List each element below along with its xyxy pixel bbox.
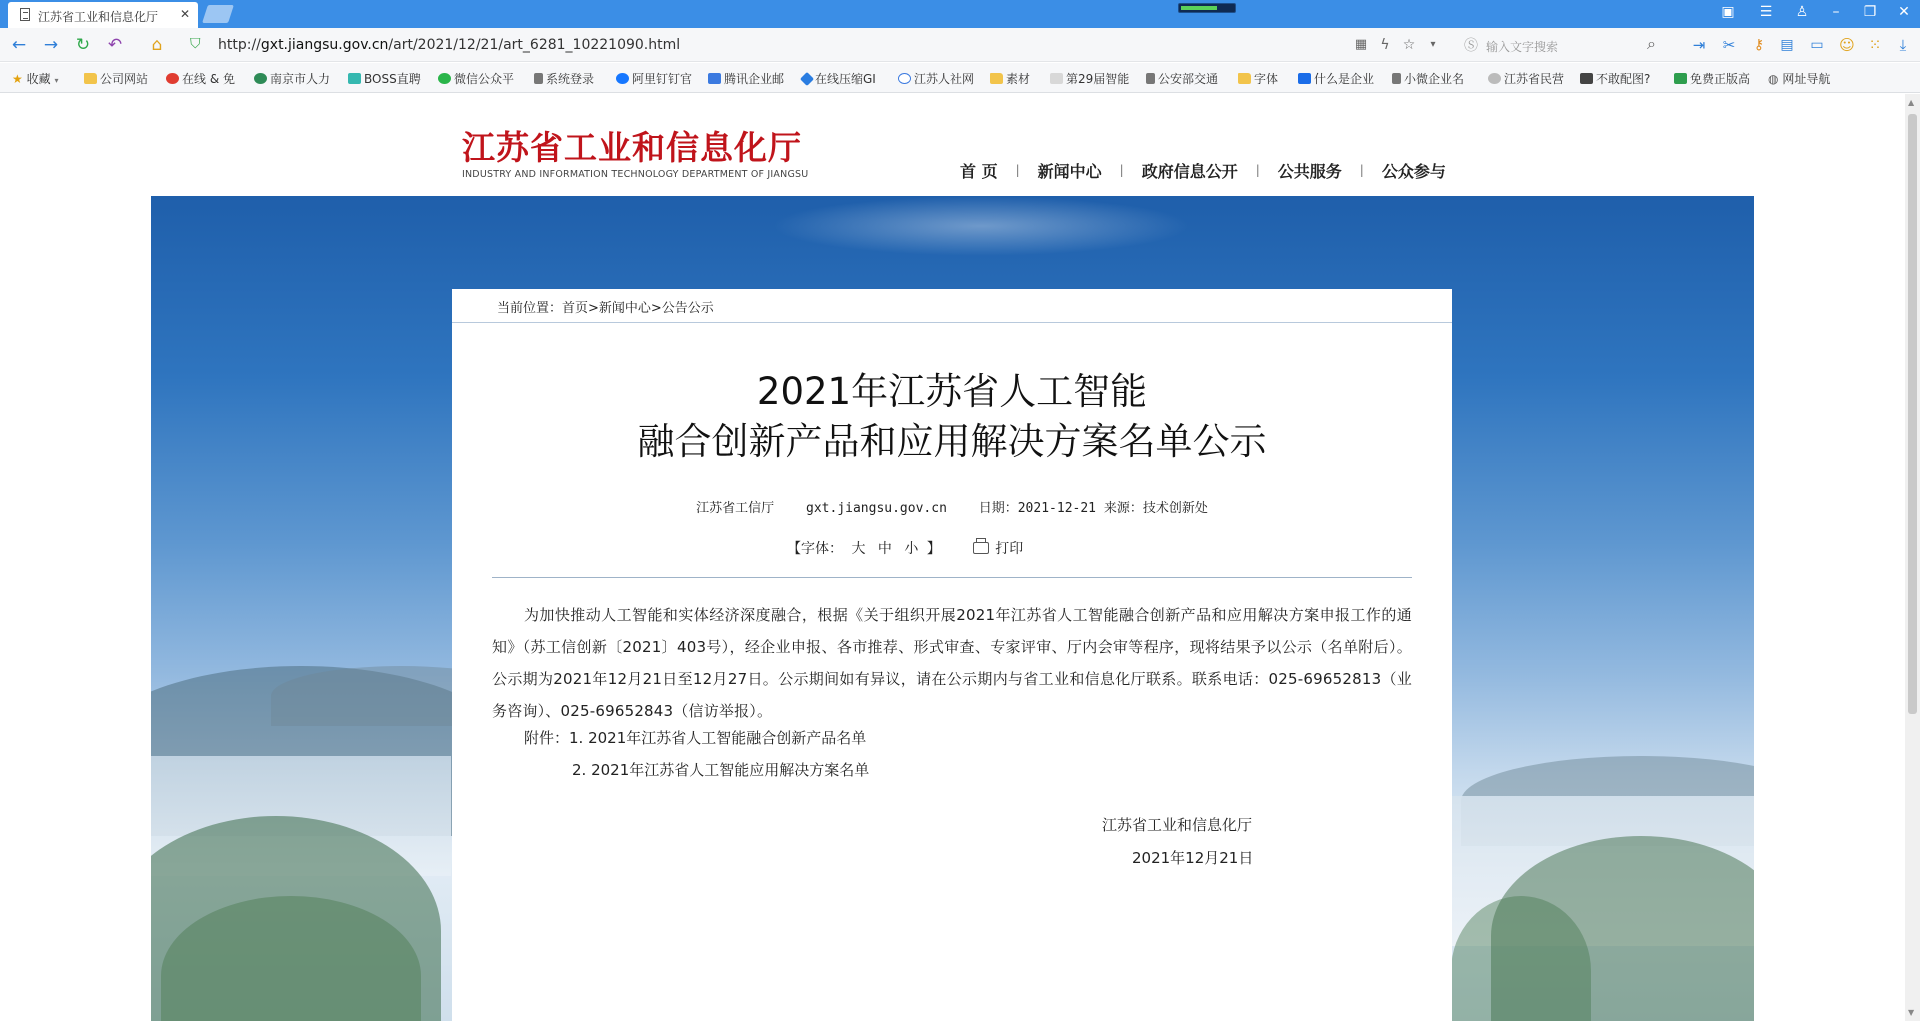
site-icon [708, 73, 721, 84]
home-icon[interactable]: ⌂ [151, 35, 163, 55]
doc-icon [1392, 73, 1401, 84]
site-icon [1488, 73, 1501, 84]
signature-org: 江苏省工业和信息化厅 [1102, 816, 1253, 834]
key-icon[interactable]: ⚷ [1753, 37, 1765, 53]
chevron-down-icon: ▾ [54, 76, 59, 85]
undo-close-icon[interactable]: ↶ [107, 35, 123, 55]
bookmark-item[interactable]: BOSS直聘 [348, 70, 421, 87]
font-size-large[interactable]: 大 [851, 541, 866, 557]
network-meter [1178, 3, 1236, 13]
address-bar[interactable] [182, 32, 1412, 58]
bookmark-favorites[interactable]: ★ 收藏 ▾ [12, 72, 59, 86]
bookmark-item[interactable]: 公司网站 [84, 70, 148, 87]
folder-icon [1238, 73, 1251, 84]
tab-list-icon[interactable]: ▣ [1721, 4, 1735, 20]
minimize-icon[interactable]: – [1832, 4, 1840, 20]
bookmark-item[interactable]: 在线压缩GI [802, 70, 876, 87]
bookmark-item[interactable]: 第29届智能 [1050, 70, 1129, 87]
new-tab-button[interactable] [202, 5, 234, 23]
browser-tab-active[interactable] [8, 2, 198, 28]
web-page [0, 94, 1905, 1021]
site-icon [1580, 73, 1593, 84]
globe-icon: ◍ [1768, 72, 1779, 86]
skin-icon[interactable]: ♙ [1795, 4, 1809, 20]
article-title-line-2: 融合创新产品和应用解决方案名单公示 [637, 420, 1267, 463]
bookmark-item[interactable]: 什么是企业 [1298, 70, 1374, 87]
bookmark-item[interactable]: 免费正版高 [1674, 70, 1750, 87]
restore-icon[interactable]: ❐ [1863, 4, 1877, 20]
tab-close-icon[interactable]: ✕ [179, 7, 190, 21]
site-icon [616, 73, 629, 84]
nav-public-service[interactable]: 公共服务 [1277, 161, 1342, 181]
nav-gov-info[interactable]: 政府信息公开 [1141, 161, 1238, 181]
favorite-star-icon[interactable]: ☆ [1402, 37, 1416, 53]
attachment-2[interactable]: 2. 2021年江苏省人工智能应用解决方案名单 [572, 761, 870, 779]
font-size-small[interactable]: 小 [904, 541, 919, 557]
address-url[interactable]: http://gxt.jiangsu.gov.cn/art/2021/12/21/art_6281_10221090.html [218, 37, 681, 53]
divider [452, 322, 1452, 323]
reload-icon[interactable]: ↻ [75, 35, 91, 55]
nav-news-center[interactable]: 新闻中心 [1037, 161, 1102, 181]
font-size-medium[interactable]: 中 [877, 541, 892, 557]
bookmark-item[interactable]: 公安部交通 [1146, 70, 1218, 87]
site-icon [254, 73, 267, 84]
nav-divider: | [1359, 163, 1364, 177]
doc-icon [534, 73, 543, 84]
article-tools [787, 538, 1023, 558]
site-logo-english: INDUSTRY AND INFORMATION TECHNOLOGY DEPARTMENT OF JIANGSU [462, 169, 809, 180]
font-size-label-open: 【字体： [787, 541, 843, 557]
scroll-up-icon[interactable]: ▲ [1908, 98, 1915, 107]
download-icon[interactable]: ⤓ [1899, 36, 1907, 54]
article-panel [452, 289, 1452, 1021]
site-icon [166, 73, 179, 84]
font-size-label-close: 】 [926, 541, 941, 557]
content-divider [492, 577, 1412, 578]
bookmark-item[interactable]: 字体 [1238, 70, 1278, 87]
bookmark-item[interactable]: 系统登录 [534, 70, 594, 87]
printer-icon [973, 542, 989, 554]
qr-icon[interactable]: ▦ [1354, 37, 1368, 52]
grid-icon[interactable]: ⁙ [1868, 36, 1882, 54]
article-date-source: 日期：2021-12-21 来源：技术创新处 [978, 501, 1208, 516]
signature-date: 2021年12月21日 [1132, 849, 1254, 867]
bookmark-item[interactable]: ◍ 网址导航 [1768, 72, 1831, 86]
bookmark-item[interactable]: 在线 & 免 [166, 70, 235, 87]
article-source-org: 江苏省工信厅 [696, 501, 775, 516]
bookmark-item[interactable]: 南京市人力 [254, 70, 330, 87]
page-icon [20, 8, 30, 21]
browser-tab-bar [0, 0, 1920, 28]
bookmark-item[interactable]: 江苏省民营 [1488, 70, 1564, 87]
search-engine-icon: Ⓢ [1464, 38, 1478, 54]
nav-divider: | [1119, 163, 1124, 177]
nav-public-participation[interactable]: 公众参与 [1381, 161, 1446, 181]
site-icon [898, 73, 911, 84]
main-navigation [960, 158, 1446, 182]
nav-home[interactable]: 首 页 [960, 161, 998, 181]
bookmark-item[interactable]: 江苏人社网 [898, 70, 974, 87]
article-title-line-1: 2021年江苏省人工智能 [756, 370, 1148, 413]
tab-title: 江苏省工业和信息化厅 [38, 10, 159, 24]
bookmark-item[interactable]: 素材 [990, 70, 1030, 87]
site-icon [1050, 73, 1063, 84]
wechat-icon [438, 73, 451, 84]
site-icon [348, 73, 361, 84]
forward-icon[interactable]: → [43, 35, 59, 55]
scroll-thumb[interactable] [1908, 114, 1917, 714]
bookmarks-bar [0, 63, 1920, 93]
article-meta [452, 497, 1452, 516]
scroll-down-icon[interactable]: ▼ [1908, 1008, 1915, 1017]
attachment-1[interactable]: 附件：1. 2021年江苏省人工智能融合创新产品名单 [524, 729, 867, 747]
vertical-scrollbar[interactable] [1905, 94, 1920, 1021]
browser-search-input[interactable]: 输入文字搜索 [1486, 40, 1559, 54]
nav-divider: | [1255, 163, 1260, 177]
bookmark-item[interactable]: 不敢配图? [1580, 70, 1650, 87]
close-window-icon[interactable]: ✕ [1898, 4, 1910, 20]
site-logo[interactable]: 江苏省工业和信息化厅 [462, 128, 802, 167]
search-icon[interactable]: ⌕ [1647, 34, 1656, 53]
print-button[interactable]: 打印 [973, 541, 1023, 557]
site-icon [800, 72, 814, 86]
menu-icon[interactable]: ☰ [1759, 4, 1773, 20]
star-icon: ★ [12, 72, 23, 86]
article-body: 为加快推动人工智能和实体经济深度融合，根据《关于组织开展2021年江苏省人工智能融合创新产品和应用解决方案申报工作的通知》（苏工信创新〔2021〕403号），经企业申报、各市推荐、形式审查、专家评审、厅内会审等程序，现将结果予以公示（名单附后）。公示期为2021年12月21日至12月27日。公示期间如有异议，请在公示期内与省工业和信息化厅联系。联系电话：025-69652813（业务咨询）、025-69652843（信访举报）。 [492, 606, 1412, 720]
browser-nav-bar [0, 28, 1920, 62]
site-icon [1674, 73, 1687, 84]
doc-icon [1146, 73, 1155, 84]
bookmark-item[interactable]: 微信公众平 [438, 70, 514, 87]
secure-shield-icon: ⛉ [190, 36, 201, 52]
bookmark-item[interactable]: 阿里钉钉官 [616, 70, 692, 87]
translate-icon[interactable]: ▤ [1780, 37, 1794, 53]
nav-divider: | [1015, 163, 1020, 177]
site-icon [1298, 73, 1311, 84]
breadcrumb[interactable]: 当前位置：首页>新闻中心>公告公示 [497, 301, 714, 316]
folder-icon [84, 73, 97, 84]
lightning-icon[interactable]: ϟ [1380, 37, 1390, 53]
back-icon[interactable]: ← [11, 35, 27, 55]
bookmark-item[interactable]: 腾讯企业邮 [708, 70, 784, 87]
chevron-down-icon[interactable]: ▾ [1430, 39, 1436, 50]
article-domain: gxt.jiangsu.gov.cn [806, 501, 947, 516]
screen-icon[interactable]: ▭ [1810, 37, 1824, 53]
browser-search-box[interactable] [1458, 32, 1658, 58]
login-icon[interactable]: ⇥ [1692, 36, 1706, 54]
bookmark-item[interactable]: 小微企业名 [1392, 70, 1464, 87]
smile-icon[interactable]: ☺ [1839, 36, 1855, 54]
scissors-icon[interactable]: ✂ [1722, 36, 1736, 54]
folder-icon [990, 73, 1003, 84]
